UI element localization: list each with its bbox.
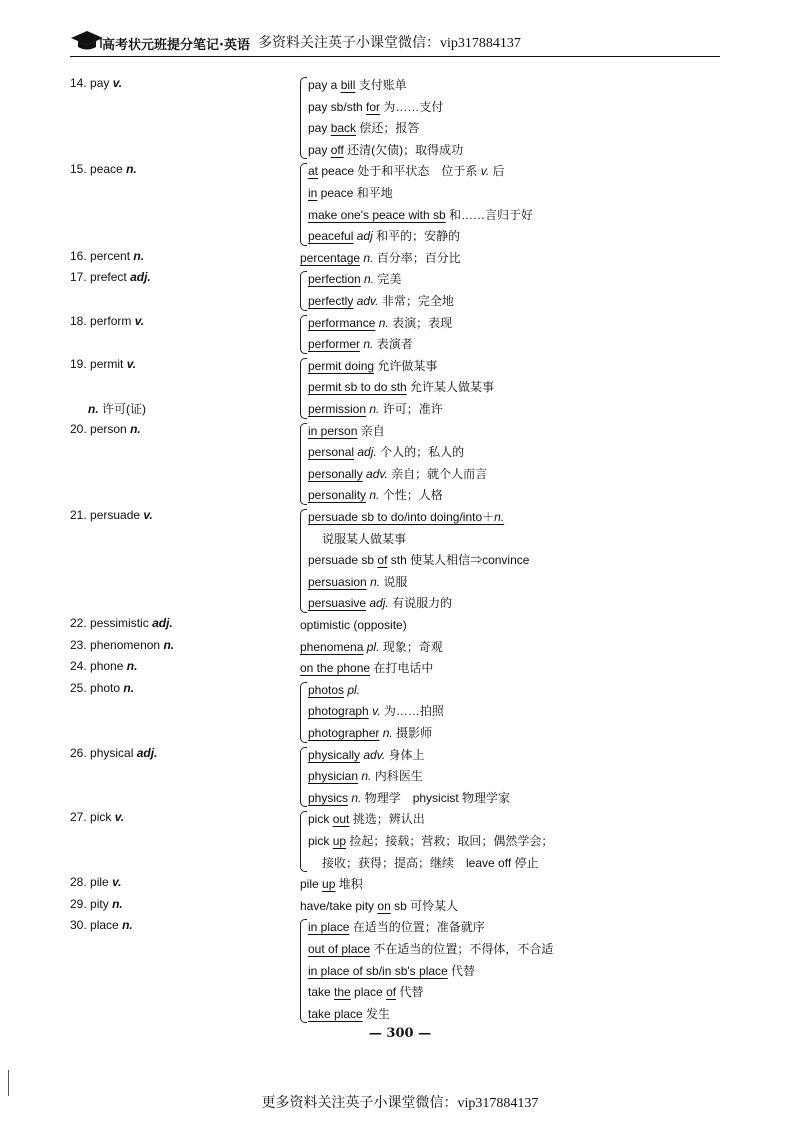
phrase-text: 偿还；报答: [356, 121, 420, 136]
part-of-speech: n.: [163, 637, 175, 652]
key-phrase: personality: [308, 488, 367, 503]
key-phrase: up: [322, 877, 336, 892]
header-promo-text: 多资料关注英子小课堂微信：vip317884137: [258, 36, 521, 51]
key-phrase: permission: [308, 401, 367, 416]
phrase-text: 允许某人做某事: [406, 380, 495, 395]
headword-entry: [70, 508, 153, 522]
headword-entry: [70, 810, 124, 824]
phrase-text: 堆积: [335, 877, 363, 892]
phrase-text: n.: [370, 574, 381, 589]
headword-entry: [70, 681, 134, 695]
definition-line: [308, 161, 533, 183]
phrase-text: 有说服力的: [388, 596, 453, 611]
phrase-text: n.: [369, 401, 380, 416]
key-phrase: physician: [308, 769, 359, 784]
headword: pile: [90, 875, 109, 890]
definition-line: [308, 788, 510, 810]
definition-line: [308, 572, 529, 594]
entry-number: 24.: [70, 659, 87, 674]
phrase-text: 在适当的位置；准备就序: [349, 920, 485, 935]
entry-number: 14.: [70, 76, 87, 90]
key-phrase: performer: [308, 337, 361, 352]
definition-group: [300, 161, 533, 247]
definition-line: [308, 313, 452, 335]
definition-group: [300, 507, 529, 615]
key-phrase: in person: [308, 423, 358, 438]
headword-entry: [70, 746, 157, 760]
definition-group: [300, 745, 510, 810]
definition-line: [308, 421, 487, 443]
definition-line: [308, 334, 452, 356]
definition-line: [308, 529, 529, 551]
phrase-text: take: [308, 985, 335, 1000]
entry-number: 16.: [70, 248, 87, 263]
key-phrase: bill: [340, 78, 356, 92]
phrase-text: 摄影师: [392, 725, 433, 740]
phrase-text: 和平的；安静的: [372, 229, 461, 244]
definition-line: [308, 226, 533, 248]
phrase-text: 为……支付: [380, 99, 444, 114]
definition-group: [300, 248, 461, 270]
definition-line: [308, 550, 529, 572]
definition-line: [300, 637, 443, 659]
part-of-speech: n.: [112, 896, 123, 911]
definition-line: [308, 205, 533, 227]
key-phrase: up: [332, 833, 347, 848]
phrase-text: n.: [369, 488, 380, 503]
definition-line: [308, 680, 444, 702]
phrase-text: pl.: [347, 682, 361, 697]
headword: peace: [90, 162, 123, 177]
definition-line: [300, 248, 461, 270]
definition-line: [308, 464, 487, 486]
definition-line: [308, 939, 553, 961]
graduation-cap-icon: [70, 30, 104, 56]
phrase-text: v.: [372, 704, 381, 719]
grouping-brace: [300, 682, 307, 743]
part-of-speech: n.: [88, 402, 99, 416]
key-phrase: of: [377, 553, 388, 568]
part-of-speech: v.: [114, 810, 125, 825]
headword-entry: [70, 357, 136, 371]
definition-line: [308, 269, 454, 291]
phrase-text: pay: [308, 142, 331, 157]
sense-gloss: 许可(证): [102, 402, 147, 416]
phrase-text: adv.: [356, 293, 379, 308]
headword: phone: [90, 659, 124, 674]
headword-entry: [70, 270, 151, 284]
definition-group: [300, 356, 494, 421]
phrase-text: place: [350, 985, 387, 1000]
phrase-text: pile: [300, 877, 323, 892]
phrase-text: adv.: [363, 747, 386, 762]
phrase-text: 接收；获得；提高；继续 leave off 停止: [322, 855, 539, 870]
phrase-text: 身体上: [385, 747, 425, 762]
definition-line: [308, 853, 553, 875]
footer-promo-text: 更多资料关注英子小课堂微信：vip317884137: [261, 1096, 539, 1111]
phrase-text: n.: [382, 725, 393, 740]
definition-group: [300, 269, 454, 312]
grouping-brace: [300, 358, 307, 419]
headword: phenomenon: [90, 637, 161, 652]
definition-group: [300, 896, 458, 918]
headword: pick: [90, 810, 112, 825]
definition-line: [308, 723, 444, 745]
key-phrase: the: [334, 985, 351, 1000]
phrase-text: n.: [378, 315, 389, 330]
headword: pay: [90, 76, 110, 90]
definition-group: [300, 615, 407, 637]
definition-group: [300, 637, 443, 659]
headword: permit: [90, 356, 124, 371]
grouping-brace: [300, 163, 307, 245]
entry-number: 22.: [70, 616, 87, 630]
definition-line: [308, 745, 510, 767]
phrase-text: pay: [308, 121, 331, 136]
definition-line: [308, 1004, 553, 1026]
key-phrase: physics: [308, 790, 349, 805]
phrase-text: 不在适当的位置；不得体，不合适: [370, 941, 554, 956]
key-phrase: of: [386, 985, 397, 1000]
entry-number: 15.: [70, 162, 87, 177]
phrase-text: optimistic (opposite): [300, 618, 407, 632]
key-phrase: in place: [308, 920, 350, 935]
entry-number: 25.: [70, 680, 87, 695]
headword-entry: [70, 616, 173, 630]
key-phrase: at: [308, 164, 319, 179]
part-of-speech: adj.: [130, 270, 151, 285]
headword: person: [90, 421, 127, 436]
key-phrase: out of place: [308, 941, 371, 956]
headword: prefect: [90, 270, 127, 285]
phrase-text: peace 处于和平状态 位于系: [318, 164, 481, 179]
definition-line: [308, 399, 494, 421]
grouping-brace: [300, 271, 307, 310]
definition-line: [308, 485, 487, 507]
phrase-text: 表演者: [373, 337, 413, 352]
definition-line: [308, 809, 553, 831]
key-phrase: out: [332, 812, 350, 827]
headword: pity: [90, 896, 109, 911]
definition-group: [300, 421, 487, 507]
phrase-text: persuade sb: [308, 553, 378, 568]
key-phrase: back: [330, 121, 357, 136]
part-of-speech: adj.: [152, 616, 173, 630]
definition-line: [300, 874, 363, 896]
definition-line: [308, 982, 553, 1004]
key-phrase: n.: [494, 510, 505, 524]
headword-entry: [70, 918, 133, 932]
definition-line: [300, 896, 458, 918]
phrase-text: n.: [363, 250, 374, 265]
phrase-text: pick: [308, 833, 333, 848]
definition-group: [300, 874, 363, 896]
key-phrase: perfection: [308, 272, 361, 287]
definition-line: [308, 183, 533, 205]
phrase-text: 物理学 physicist 物理学家: [361, 790, 511, 805]
part-of-speech: v.: [134, 313, 145, 328]
phrase-text: n.: [361, 769, 372, 784]
grouping-brace: [300, 509, 307, 613]
phrase-text: adj: [356, 229, 373, 244]
definition-line: [308, 831, 553, 853]
phrase-text: 非常；完全地: [378, 293, 454, 308]
grouping-brace: [300, 811, 307, 872]
headword-secondary-sense: [88, 400, 146, 417]
phrase-text: 许可；准许: [379, 401, 443, 416]
phrase-text: 在打电话中: [370, 661, 434, 676]
key-phrase: performance: [308, 315, 376, 330]
key-phrase: personally: [308, 466, 363, 481]
key-phrase: persuasive: [308, 596, 367, 611]
phrase-text: 代替: [396, 985, 424, 1000]
definition-group: [300, 680, 444, 745]
phrase-text: adj.: [369, 596, 389, 611]
part-of-speech: n.: [122, 918, 133, 933]
definition-line: [308, 442, 487, 464]
book-title: 高考状元班提分笔记·英语: [102, 38, 250, 53]
phrase-text: pl.: [366, 639, 380, 654]
definition-line: [308, 291, 454, 313]
definition-line: [308, 701, 444, 723]
grouping-brace: [300, 919, 307, 1023]
headword: photo: [90, 680, 121, 695]
phrase-text: 支付账单: [355, 78, 407, 92]
entry-number: 23.: [70, 637, 87, 652]
part-of-speech: n.: [133, 248, 145, 263]
phrase-text: peace 和平地: [317, 185, 393, 200]
phrase-text: 还清(欠债)；取得成功: [343, 142, 464, 157]
headword-entry: [70, 249, 144, 263]
key-phrase: in: [308, 185, 318, 200]
phrase-text: 现象；奇观: [379, 639, 443, 654]
definition-line: [308, 97, 463, 119]
phrase-text: adv.: [366, 466, 388, 481]
key-phrase: persuade sb to do/into doing/into＋: [308, 510, 495, 524]
phrase-text: 百分率；百分比: [373, 250, 461, 265]
key-phrase: for: [366, 99, 381, 114]
headword: perform: [90, 313, 132, 328]
definition-line: [308, 766, 510, 788]
headword: pessimistic: [90, 616, 149, 630]
phrase-text: 和……言归于好: [445, 207, 534, 222]
headword-entry: [70, 638, 174, 652]
definition-group: [300, 75, 463, 161]
grouping-brace: [300, 77, 307, 159]
header-divider: [70, 56, 720, 57]
key-phrase: perfectly: [308, 293, 354, 308]
phrase-text: 挑选；辨认出: [349, 812, 425, 827]
part-of-speech: v.: [126, 356, 137, 371]
page-number: — 300 —: [368, 1026, 432, 1041]
phrase-text: 允许做某事: [374, 358, 438, 373]
phrase-text: have/take pity: [300, 898, 378, 913]
definition-line: [308, 593, 529, 615]
headword: place: [90, 918, 119, 933]
key-phrase: peaceful: [308, 229, 354, 244]
phrase-text: pick: [308, 812, 333, 827]
phrase-text: 表演；表现: [388, 315, 453, 330]
phrase-text: sb 可怜某人: [390, 898, 459, 913]
definition-group: [300, 658, 433, 680]
key-phrase: off: [330, 142, 344, 157]
part-of-speech: v.: [143, 508, 153, 522]
phrase-text: n.: [363, 337, 374, 352]
phrase-text: 说服: [380, 574, 408, 589]
entry-number: 21.: [70, 508, 87, 522]
phrase-text: pay sb/sth: [308, 99, 367, 114]
entry-number: 18.: [70, 313, 87, 328]
definition-line: [308, 356, 494, 378]
definition-line: [308, 377, 494, 399]
headword: percent: [90, 248, 131, 263]
entry-number: 19.: [70, 356, 87, 371]
phrase-text: 代替: [447, 963, 476, 978]
phrase-text: 亲自: [357, 423, 385, 438]
phrase-text: 亲自；就个人而言: [387, 466, 488, 481]
definition-line: [308, 961, 553, 983]
phrase-text: 个性；人格: [379, 488, 443, 503]
entry-number: 29.: [70, 896, 87, 911]
phrase-text: 为……拍照: [380, 704, 444, 719]
phrase-text: adj.: [357, 445, 377, 460]
key-phrase: phenomena: [300, 639, 364, 654]
key-phrase: permit sb to do sth: [308, 380, 407, 395]
page-header: [70, 28, 720, 60]
entry-number: 27.: [70, 810, 87, 825]
headword-entry: [70, 659, 137, 673]
definition-group: [300, 917, 553, 1025]
definition-line: [308, 140, 463, 162]
phrase-text: sth 使某人相信⇒convince: [387, 553, 530, 568]
definition-group: [300, 313, 452, 356]
part-of-speech: n.: [126, 659, 138, 674]
definition-line: [308, 917, 553, 939]
phrase-text: 说服某人做某事: [322, 531, 407, 546]
headword-entry: [70, 422, 141, 436]
entry-number: 26.: [70, 745, 87, 760]
phrase-text: pay a: [308, 78, 341, 92]
key-phrase: in place of sb/in sb's place: [308, 963, 448, 978]
headword-entry: [70, 314, 144, 328]
entry-number: 28.: [70, 875, 87, 890]
phrase-text: 内科医生: [371, 769, 423, 784]
part-of-speech: adj.: [136, 745, 158, 760]
key-phrase: permit doing: [308, 358, 375, 373]
entry-number: 17.: [70, 270, 87, 285]
definition-line: [308, 118, 463, 140]
phrase-text: 捡起；接载；营救；取回；偶然学会；: [346, 833, 554, 848]
phrase-text: v.: [480, 164, 490, 179]
phrase-text: 发生: [362, 1006, 391, 1021]
definition-line: [300, 658, 433, 680]
grouping-brace: [300, 315, 307, 354]
phrase-text: n.: [351, 790, 362, 805]
definition-line: [308, 75, 463, 97]
key-phrase: persuasion: [308, 574, 367, 589]
key-phrase: take place: [308, 1006, 363, 1021]
key-phrase: photograph: [308, 704, 369, 719]
headword-entry: [70, 875, 121, 889]
key-phrase: photos: [308, 682, 345, 697]
entry-number: 20.: [70, 421, 87, 436]
headword: persuade: [90, 508, 141, 522]
part-of-speech: v.: [112, 76, 123, 90]
phrase-text: 后: [489, 164, 505, 179]
definition-line: [300, 615, 407, 637]
key-phrase: on: [377, 898, 391, 913]
headword-entry: [70, 897, 123, 911]
key-phrase: on the phone: [300, 661, 371, 676]
definition-line: [308, 507, 529, 529]
phrase-text: 完美: [374, 272, 402, 287]
key-phrase: personal: [308, 445, 355, 460]
key-phrase: physically: [308, 747, 361, 762]
grouping-brace: [300, 423, 307, 505]
key-phrase: make one's peace with sb: [308, 207, 446, 222]
definition-group: [300, 809, 553, 874]
phrase-text: 个人的；私人的: [376, 445, 465, 460]
part-of-speech: n.: [123, 680, 135, 695]
key-phrase: percentage: [300, 250, 361, 265]
key-phrase: photographer: [308, 725, 380, 740]
entry-number: 30.: [70, 918, 87, 933]
part-of-speech: n.: [130, 421, 141, 436]
phrase-text: n.: [364, 272, 375, 287]
part-of-speech: v.: [112, 875, 122, 890]
grouping-brace: [300, 747, 307, 808]
headword-entry: [70, 162, 137, 176]
headword: physical: [90, 745, 134, 760]
headword-entry: [70, 76, 122, 90]
part-of-speech: n.: [126, 162, 137, 177]
